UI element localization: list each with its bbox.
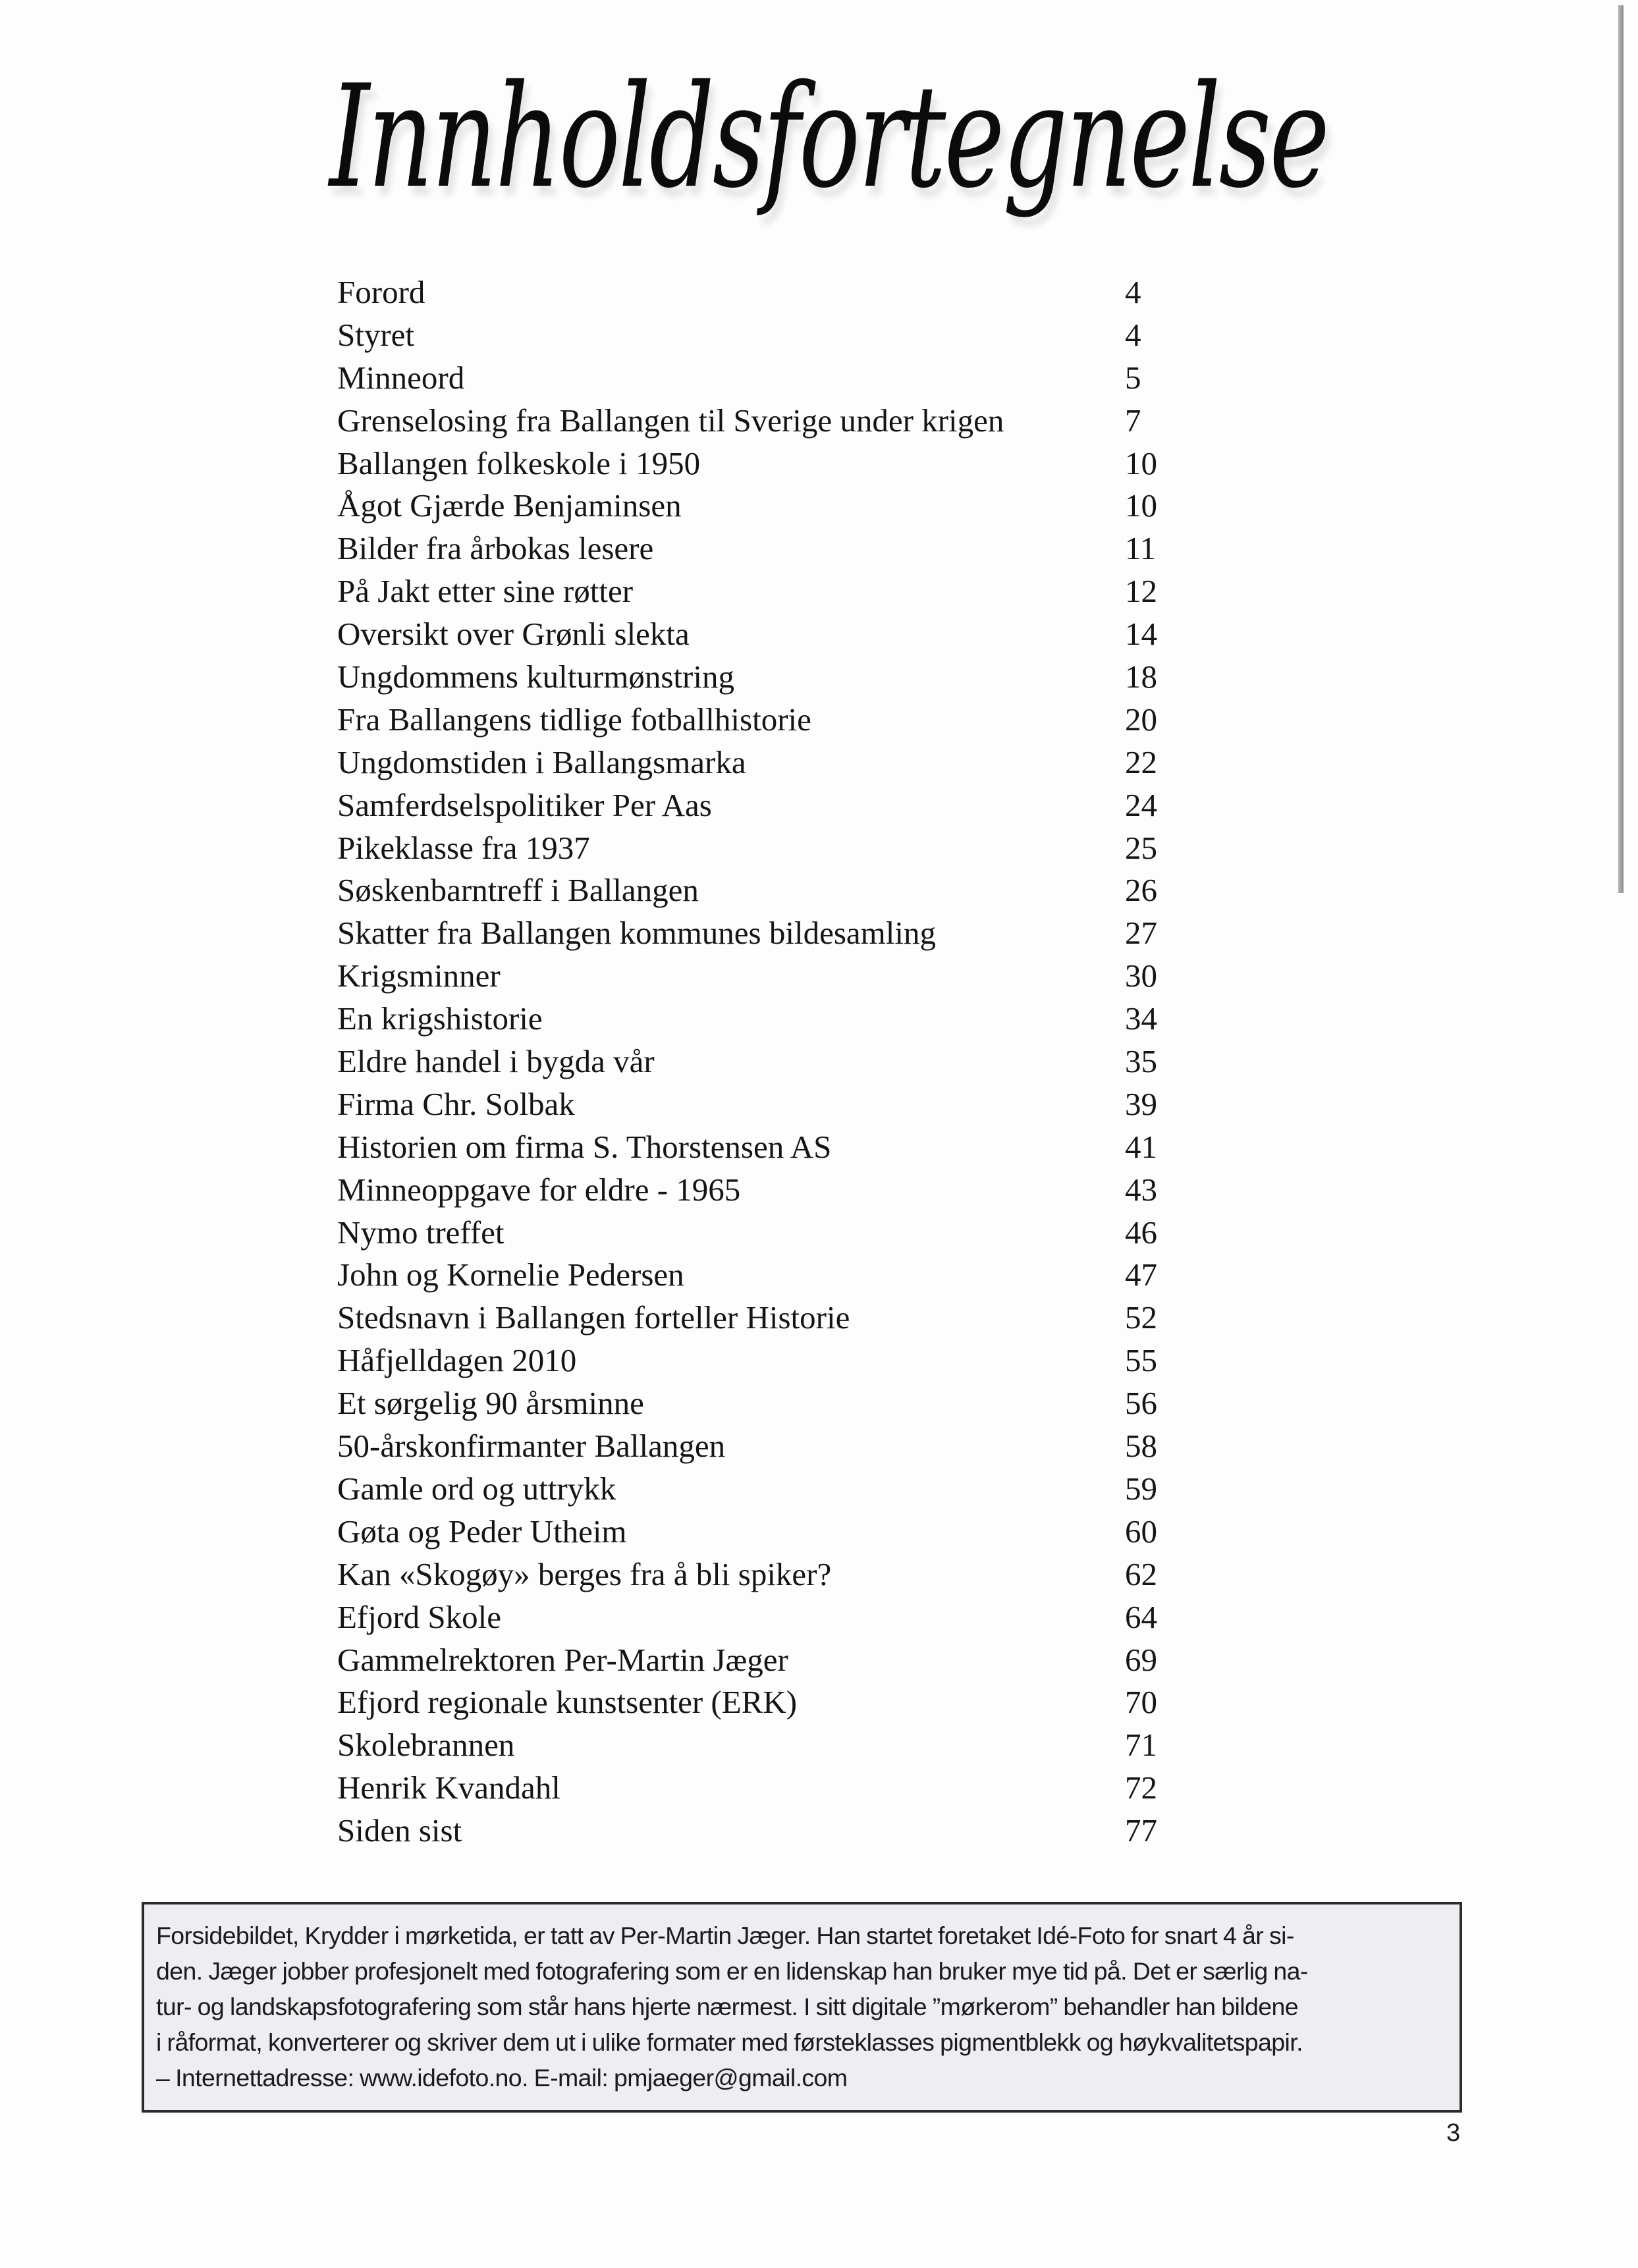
toc-entry xyxy=(337,570,1193,613)
toc-entry-page: 41 xyxy=(1125,1128,1157,1165)
toc-entry-page: 47 xyxy=(1125,1256,1157,1293)
toc-entry-page: 39 xyxy=(1125,1085,1157,1122)
toc-entry-title: Stedsnavn i Ballangen forteller Historie xyxy=(337,1299,850,1336)
toc-entry-title: John og Kornelie Pedersen xyxy=(337,1256,684,1293)
toc-entry xyxy=(337,400,1193,443)
toc-entry xyxy=(337,1639,1193,1682)
toc-entry-title: Skolebrannen xyxy=(337,1727,515,1764)
toc-entry xyxy=(337,1382,1193,1425)
toc-entry-page: 55 xyxy=(1125,1342,1157,1379)
page-edge-line xyxy=(1618,5,1624,893)
toc-entry xyxy=(337,827,1193,870)
toc-entry-title: Efjord Skole xyxy=(337,1598,502,1635)
toc-entry xyxy=(337,613,1193,656)
toc-entry-title: Ungdomstiden i Ballangsmarka xyxy=(337,743,746,780)
toc-entry-page: 25 xyxy=(1125,829,1157,866)
toc-entry xyxy=(337,1553,1193,1596)
toc-entry xyxy=(337,699,1193,742)
toc-entry-title: Gøta og Peder Utheim xyxy=(337,1513,627,1550)
toc-entry-page: 58 xyxy=(1125,1428,1157,1465)
toc-entry-title: Henrik Kvandahl xyxy=(337,1769,560,1806)
toc-entry-page: 34 xyxy=(1125,1000,1157,1037)
toc-entry-title: Grenselosing fra Ballangen til Sverige under krigen xyxy=(337,402,1004,439)
toc-entry-title: Siden sist xyxy=(337,1812,462,1849)
toc-entry-page: 72 xyxy=(1125,1769,1157,1806)
toc-entry-page: 43 xyxy=(1125,1171,1157,1208)
cover-photo-caption-box xyxy=(142,1902,1462,2113)
toc-entry-page: 26 xyxy=(1125,872,1157,909)
toc-entry xyxy=(337,1425,1193,1468)
toc-entry-page: 4 xyxy=(1125,316,1141,353)
toc-entry-title: Ågot Gjærde Benjaminsen xyxy=(337,487,682,524)
toc-entry-title: Kan «Skogøy» berges fra å bli spiker? xyxy=(337,1555,832,1592)
toc-entry xyxy=(337,1126,1193,1169)
toc-entry-title: Et sørgelig 90 årsminne xyxy=(337,1385,644,1422)
toc-entry-title: Firma Chr. Solbak xyxy=(337,1085,575,1122)
toc-entry-page: 10 xyxy=(1125,445,1157,481)
caption-line: – Internettadresse: www.idefoto.no. E-mail: pmjaeger@gmail.com xyxy=(156,2064,848,2092)
toc-entry-title: Fra Ballangens tidlige fotballhistorie xyxy=(337,701,811,738)
toc-entry xyxy=(337,1810,1193,1852)
toc-entry-title: En krigshistorie xyxy=(337,1000,543,1037)
toc-entry xyxy=(337,955,1193,998)
toc-entry-page: 71 xyxy=(1125,1727,1157,1764)
toc-entry-page: 46 xyxy=(1125,1214,1157,1251)
toc-entry-title: På Jakt etter sine røtter xyxy=(337,573,634,610)
toc-entry-page: 52 xyxy=(1125,1299,1157,1336)
toc-entry-page: 12 xyxy=(1125,573,1157,610)
toc-entry xyxy=(337,1212,1193,1255)
toc-entry-title: Historien om firma S. Thorstensen AS xyxy=(337,1128,832,1165)
caption-line: tur- og landskapsfotografering som står hans hjerte nærmest. I sitt digitale ”mørkerom” behandler han bildene xyxy=(156,1993,1298,2020)
toc-entry-page: 60 xyxy=(1125,1513,1157,1550)
toc-entry-title: Styret xyxy=(337,316,415,353)
toc-entry-title: Bilder fra årbokas lesere xyxy=(337,530,654,567)
toc-entry-page: 62 xyxy=(1125,1555,1157,1592)
toc-entry xyxy=(337,1511,1193,1553)
table-of-contents xyxy=(337,271,1193,1852)
toc-entry xyxy=(337,443,1193,485)
toc-entry xyxy=(337,1297,1193,1339)
toc-entry-title: Gamle ord og uttrykk xyxy=(337,1470,616,1507)
toc-entry-title: Samferdselspolitiker Per Aas xyxy=(337,786,712,823)
toc-entry-page: 5 xyxy=(1125,359,1141,396)
toc-entry-title: Nymo treffet xyxy=(337,1214,505,1251)
toc-entry-page: 35 xyxy=(1125,1043,1157,1080)
toc-entry xyxy=(337,1339,1193,1382)
toc-entry-page: 10 xyxy=(1125,487,1157,524)
toc-entry xyxy=(337,1596,1193,1639)
toc-entry-page: 18 xyxy=(1125,659,1157,695)
toc-entry-page: 64 xyxy=(1125,1598,1157,1635)
toc-entry-page: 56 xyxy=(1125,1385,1157,1422)
toc-entry-page: 24 xyxy=(1125,786,1157,823)
caption-line: i råformat, konverterer og skriver dem ut i ulike formater med førsteklasses pigmentblekk og høykvalitetspapir. xyxy=(156,2028,1303,2056)
toc-entry xyxy=(337,742,1193,784)
toc-entry-page: 14 xyxy=(1125,616,1157,653)
toc-entry-title: Gammelrektoren Per-Martin Jæger xyxy=(337,1641,788,1678)
toc-entry-page: 59 xyxy=(1125,1470,1157,1507)
toc-entry xyxy=(337,912,1193,955)
toc-entry-page: 30 xyxy=(1125,958,1157,994)
toc-entry-page: 20 xyxy=(1125,701,1157,738)
toc-entry-title: Efjord regionale kunstsenter (ERK) xyxy=(337,1684,798,1721)
toc-entry-page: 77 xyxy=(1125,1812,1157,1849)
toc-entry-page: 7 xyxy=(1125,402,1141,439)
toc-entry-title: Ballangen folkeskole i 1950 xyxy=(337,445,701,481)
toc-entry-title: Minneord xyxy=(337,359,465,396)
toc-entry xyxy=(337,1767,1193,1810)
caption-line: den. Jæger jobber profesjonelt med fotografering som er en lidenskap han bruker mye tid på. Det er særlig na- xyxy=(156,1957,1308,1985)
toc-entry xyxy=(337,527,1193,570)
page-title: Innholdsfortegnelse xyxy=(329,54,1328,219)
caption-line: Forsidebildet, Krydder i mørketida, er tatt av Per-Martin Jæger. Han startet foretaket Idé-Foto for snart 4 år si- xyxy=(156,1922,1294,1949)
toc-entry-page: 69 xyxy=(1125,1641,1157,1678)
toc-entry-title: Oversikt over Grønli slekta xyxy=(337,616,690,653)
toc-entry-title: Forord xyxy=(337,274,425,310)
toc-entry xyxy=(337,784,1193,827)
toc-entry-page: 27 xyxy=(1125,915,1157,952)
toc-entry xyxy=(337,1681,1193,1724)
toc-entry-title: Håfjelldagen 2010 xyxy=(337,1342,577,1379)
toc-entry xyxy=(337,869,1193,912)
toc-entry xyxy=(337,1254,1193,1297)
toc-entry-title: Ungdommens kulturmønstring xyxy=(337,659,734,695)
toc-entry-title: Pikeklasse fra 1937 xyxy=(337,829,590,866)
toc-entry xyxy=(337,485,1193,527)
page-number: 3 xyxy=(1446,2119,1461,2147)
toc-entry-page: 70 xyxy=(1125,1684,1157,1721)
toc-entry xyxy=(337,1724,1193,1767)
toc-entry-title: Søskenbarntreff i Ballangen xyxy=(337,872,699,909)
toc-entry xyxy=(337,1083,1193,1126)
toc-entry-page: 11 xyxy=(1125,530,1157,567)
toc-entry xyxy=(337,357,1193,400)
toc-entry-page: 4 xyxy=(1125,274,1141,310)
toc-entry-title: Eldre handel i bygda vår xyxy=(337,1043,655,1080)
toc-entry-title: Skatter fra Ballangen kommunes bildesamling xyxy=(337,915,937,952)
toc-entry xyxy=(337,998,1193,1040)
toc-entry xyxy=(337,1468,1193,1511)
toc-entry-page: 22 xyxy=(1125,743,1157,780)
toc-entry-title: Minneoppgave for eldre - 1965 xyxy=(337,1171,741,1208)
toc-entry xyxy=(337,1169,1193,1212)
toc-entry xyxy=(337,1040,1193,1083)
toc-entry-title: 50-årskonfirmanter Ballangen xyxy=(337,1428,726,1465)
toc-entry-title: Krigsminner xyxy=(337,958,501,994)
toc-entry xyxy=(337,314,1193,357)
toc-entry xyxy=(337,271,1193,314)
toc-entry xyxy=(337,656,1193,699)
